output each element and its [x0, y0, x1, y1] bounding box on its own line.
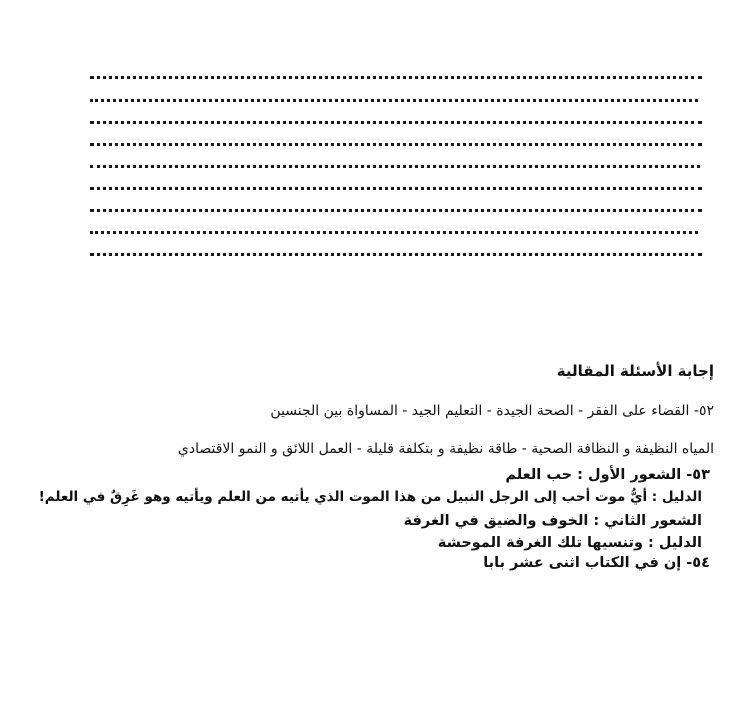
dotted-answer-line: [90, 143, 702, 146]
dotted-answer-line: [90, 99, 698, 102]
answer-52-line-1: ٥٢- القضاء على الفقر - الصحة الجيدة - التعليم الجيد - المساواة بين الجنسين: [270, 403, 714, 419]
answer-52-line-2: المياه النظيفة و النظافة الصحية - طاقة نظيفة و بتكلفة قليلة - العمل اللائق و النمو الاقتصادي: [177, 441, 714, 457]
dotted-answer-line: [90, 209, 702, 212]
dotted-answer-line: [90, 165, 700, 168]
section-heading: إجابة الأسئلة المقالية: [556, 362, 714, 380]
answer-53-feeling-1: ٥٣- الشعور الأول : حب العلم: [505, 467, 710, 483]
dotted-answer-line: [90, 187, 702, 190]
dotted-answer-line: [90, 76, 702, 79]
answer-53-feeling-2: الشعور الثاني : الخوف والضيق في الغرفة: [403, 513, 702, 529]
dotted-answer-line: [90, 231, 698, 234]
answer-53-evidence-1: الدليل : أيُّ موت أحب إلى الرجل النبيل من هذا الموت الذي يأتيه من العلم ويأتيه وهو غَرِقٌ في العلم!: [38, 489, 702, 505]
answer-54: ٥٤- إن في الكتاب اثنى عشر بابا: [483, 555, 710, 571]
answer-53-evidence-2: الدليل : وتنسيها تلك الغرفة الموحشة: [437, 535, 702, 551]
dotted-answer-line: [90, 121, 702, 124]
dotted-answer-line: [90, 253, 702, 256]
